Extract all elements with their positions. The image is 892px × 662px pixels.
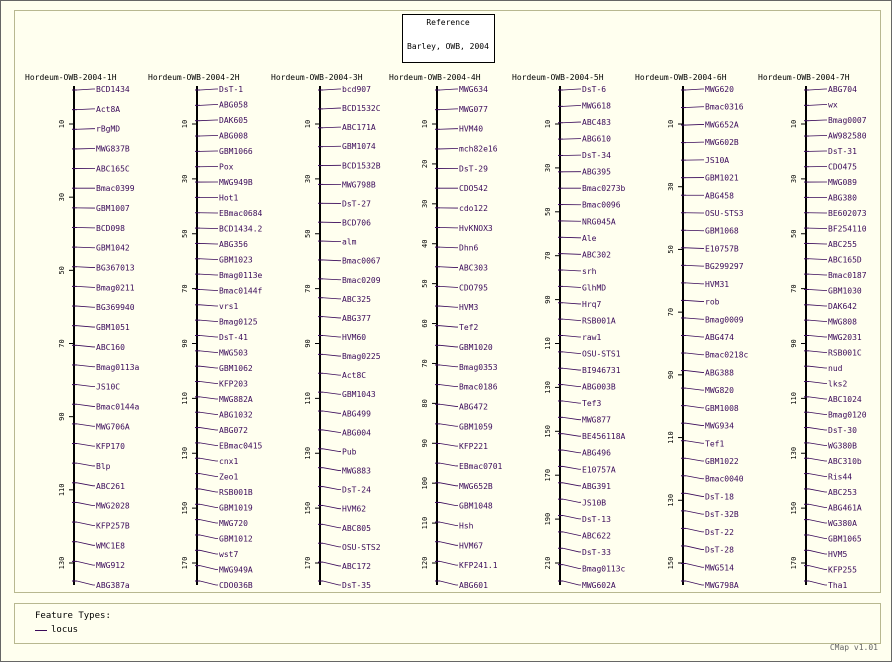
feature-label[interactable]: DsT-33 [582, 547, 611, 557]
feature-label[interactable]: Hot1 [219, 193, 239, 203]
feature-label[interactable]: GBM1059 [459, 422, 493, 432]
axis-tick-label: 10 [544, 119, 552, 129]
axis-tick-label: 90 [544, 295, 552, 304]
feature-label[interactable]: ABG496 [582, 448, 611, 458]
feature-label[interactable]: ABG395 [582, 167, 611, 177]
feature-label[interactable]: ABG461A [828, 503, 862, 513]
axis-tick-label: 30 [790, 174, 798, 184]
axis-tick-label: 90 [58, 412, 66, 421]
feature-label[interactable]: ABG008 [219, 131, 248, 141]
feature-label[interactable]: BG369940 [96, 303, 135, 313]
axis-tick-label: 60 [421, 319, 429, 328]
feature-label[interactable]: WMC1E8 [96, 541, 125, 551]
feature-label[interactable]: BE602073 [828, 209, 867, 218]
feature-label[interactable]: GBM1019 [219, 503, 253, 513]
feature-label[interactable]: Bmac0186 [459, 382, 498, 392]
feature-label[interactable]: DsT-27 [342, 199, 371, 209]
axis-tick-label: 30 [421, 199, 429, 209]
axis-tick-label: 170 [304, 556, 312, 570]
axis-tick-label: 170 [790, 556, 798, 570]
feature-label[interactable]: MWG077 [459, 104, 488, 114]
feature-label[interactable]: BCD1532C [342, 104, 381, 114]
feature-label[interactable]: Bmac0316 [705, 102, 744, 112]
feature-label[interactable]: ABC160 [96, 342, 125, 352]
axis-tick-label: 50 [544, 207, 552, 217]
feature-label[interactable]: KFP255 [828, 565, 857, 575]
feature-label[interactable]: MWG089 [828, 178, 857, 187]
map-title[interactable]: Hordeum-OWB-2004-1H [25, 73, 117, 82]
feature-label[interactable]: Blp [96, 461, 111, 471]
feature-label[interactable]: CDO542 [459, 184, 488, 194]
legend-title: Feature Types: [35, 611, 111, 621]
feature-label[interactable]: HVM62 [342, 504, 367, 514]
axis-tick-label: 70 [544, 251, 552, 260]
feature-label[interactable]: Hrq7 [582, 299, 602, 309]
axis-tick-label: 190 [544, 512, 552, 526]
feature-label[interactable]: CDO036B [219, 581, 253, 590]
feature-label[interactable]: ABG610 [582, 134, 611, 144]
feature-label[interactable]: Pub [342, 447, 357, 457]
axis-tick-label: 100 [421, 476, 429, 490]
feature-label[interactable]: Act8C [342, 371, 367, 381]
feature-label[interactable]: MWG949B [219, 178, 253, 187]
axis-tick-label: 110 [667, 431, 675, 444]
feature-label[interactable]: MWG837B [96, 144, 130, 154]
feature-label[interactable]: ABC310b [828, 457, 862, 466]
feature-label[interactable]: lks2 [828, 379, 848, 389]
feature-label[interactable]: BCD706 [342, 218, 371, 228]
feature-label[interactable]: ABC172 [342, 561, 371, 571]
feature-label[interactable]: ABG380 [828, 193, 857, 203]
feature-label[interactable]: GBM1022 [705, 457, 739, 466]
axis-tick-label: 80 [421, 399, 429, 408]
feature-label[interactable]: ABG377 [342, 313, 371, 323]
axis-tick-label: 70 [181, 284, 189, 293]
axis-tick-label: 90 [181, 339, 189, 348]
feature-label[interactable]: Hsh [459, 521, 474, 531]
feature-label[interactable]: cdo122 [459, 204, 488, 214]
feature-label[interactable]: Bmac0040 [705, 474, 744, 484]
feature-label[interactable]: MWG934 [705, 421, 734, 431]
feature-label[interactable]: nud [828, 364, 843, 373]
feature-label[interactable]: wx [828, 100, 838, 110]
feature-label[interactable]: MWG618 [582, 101, 611, 111]
feature-label[interactable]: GBM1021 [705, 173, 739, 183]
feature-label[interactable]: ABC325 [342, 294, 371, 304]
feature-label[interactable]: MWG798B [342, 180, 376, 190]
feature-label[interactable]: BG299297 [705, 262, 744, 272]
feature-label[interactable]: DsT-18 [705, 492, 734, 502]
feature-label[interactable]: OSU-STS3 [705, 209, 744, 218]
feature-label[interactable]: RSB001C [828, 348, 862, 358]
axis-tick-label: 30 [667, 182, 675, 191]
feature-label[interactable]: GBM1062 [219, 364, 253, 373]
feature-label[interactable]: Bmag0125 [219, 317, 258, 327]
feature-label[interactable]: mch82e16 [459, 144, 498, 154]
feature-label[interactable]: Ris44 [828, 472, 853, 482]
axis-tick-label: 110 [58, 483, 66, 497]
feature-label[interactable]: Bmag0007 [828, 116, 867, 125]
feature-label[interactable]: BI946731 [582, 366, 621, 376]
reference-dataset: Barley, OWB, 2004 [407, 42, 489, 51]
feature-label[interactable]: Bmag0353 [459, 362, 498, 372]
axis-tick-label: 30 [181, 174, 189, 184]
feature-label[interactable]: Bmac0096 [582, 200, 621, 210]
feature-label[interactable]: DAK605 [219, 116, 248, 125]
feature-label[interactable]: MWG882A [219, 395, 253, 404]
feature-label[interactable]: Tef3 [582, 399, 602, 409]
feature-label[interactable]: KFP257B [96, 521, 130, 531]
feature-label[interactable]: MWG503 [219, 348, 248, 358]
feature-label[interactable]: GBM1068 [705, 226, 739, 236]
feature-label[interactable]: BE456118A [582, 432, 626, 442]
axis-tick-label: 70 [421, 359, 429, 368]
feature-label[interactable]: Bmag0113a [96, 362, 140, 372]
feature-label[interactable]: DsT-13 [582, 514, 611, 524]
feature-label[interactable]: MWG877 [582, 415, 611, 425]
feature-label[interactable]: MWG720 [219, 519, 248, 528]
feature-label[interactable]: ABC805 [342, 523, 371, 533]
feature-label[interactable]: GBM1042 [96, 243, 130, 253]
axis-tick-label: 50 [58, 266, 66, 275]
feature-label[interactable]: Bmag0113e [219, 271, 263, 280]
feature-label[interactable]: ABC303 [459, 263, 488, 273]
map-title[interactable]: Hordeum-OWB-2004-3H [271, 73, 363, 82]
feature-label[interactable]: Bmag0225 [342, 352, 381, 362]
feature-label[interactable]: ABG072 [219, 426, 248, 435]
feature-label[interactable]: JS10B [582, 498, 607, 508]
axis-tick-label: 110 [544, 337, 552, 350]
feature-label[interactable]: MWG706A [96, 422, 130, 432]
axis-tick-label: 70 [790, 284, 798, 293]
axis-tick-label: 130 [304, 446, 312, 460]
feature-label[interactable]: BCD1434.2 [219, 224, 263, 234]
feature-label[interactable]: Tha1 [828, 581, 848, 590]
feature-label[interactable]: ABG391 [582, 481, 611, 491]
feature-label[interactable]: ABG004 [342, 428, 371, 438]
feature-label[interactable]: DsT-6 [582, 85, 607, 94]
feature-label[interactable]: ABC165D [828, 255, 862, 265]
feature-label[interactable]: ABG458 [705, 191, 734, 201]
feature-label[interactable]: ABG356 [219, 240, 248, 249]
feature-label[interactable]: ABC1024 [828, 395, 862, 404]
axis-tick-label: 70 [667, 307, 675, 317]
feature-label[interactable]: MWG620 [705, 85, 734, 94]
feature-label[interactable]: JS10A [705, 155, 730, 165]
feature-label[interactable]: GBM1023 [219, 255, 253, 265]
axis-tick-label: 130 [667, 493, 675, 507]
axis-tick-label: 110 [304, 392, 312, 405]
axis-tick-label: 150 [181, 501, 189, 515]
feature-label[interactable]: MWG883 [342, 466, 371, 476]
feature-label[interactable]: ABG474 [705, 333, 734, 342]
axis-tick-label: 120 [421, 556, 429, 570]
axis-tick-label: 210 [544, 556, 552, 570]
axis-tick-label: 90 [667, 370, 675, 380]
feature-label[interactable]: HVM40 [459, 124, 484, 134]
feature-label[interactable]: Ale [582, 233, 597, 243]
feature-label[interactable]: HvKNOX3 [459, 223, 493, 233]
feature-label[interactable]: RSB001A [582, 316, 616, 326]
feature-label[interactable]: DsT-41 [219, 333, 248, 342]
map-title[interactable]: Hordeum-OWB-2004-6H [635, 73, 727, 82]
feature-label[interactable]: ABC171A [342, 123, 376, 133]
feature-label[interactable]: OSU-STS2 [342, 542, 381, 552]
feature-label[interactable]: Bmac0218c [705, 350, 749, 360]
axis-tick-label: 130 [544, 381, 552, 394]
axis-tick-label: 130 [790, 446, 798, 460]
feature-label[interactable]: DsT-29 [459, 164, 488, 174]
feature-label[interactable]: DsT-34 [582, 151, 611, 161]
feature-label[interactable]: CDO795 [459, 283, 488, 293]
feature-label[interactable]: KFP241.1 [459, 561, 498, 571]
axis-tick-label: 30 [544, 163, 552, 173]
feature-label[interactable]: rBgMD [96, 124, 121, 134]
feature-label[interactable]: GBM1066 [219, 147, 253, 156]
feature-label[interactable]: CDO475 [828, 162, 857, 172]
feature-label[interactable]: ABG1032 [219, 410, 253, 420]
feature-label[interactable]: MWG2028 [96, 501, 130, 511]
axis-tick-label: 110 [421, 516, 429, 530]
map-title[interactable]: Hordeum-OWB-2004-5H [512, 73, 604, 82]
axis-tick-label: 30 [58, 192, 66, 202]
feature-label[interactable]: GBM1030 [828, 286, 862, 296]
feature-label[interactable]: DsT-1 [219, 85, 244, 94]
axis-tick-label: 10 [181, 119, 189, 129]
feature-label[interactable]: ABC622 [582, 531, 611, 541]
feature-label[interactable]: NRG045A [582, 217, 616, 227]
feature-label[interactable]: srh [582, 266, 597, 276]
feature-label[interactable]: MWG912 [96, 561, 125, 571]
feature-label[interactable]: MWG798A [705, 581, 739, 590]
feature-label[interactable]: DsT-31 [828, 147, 857, 156]
feature-label[interactable]: ABG387a [96, 581, 130, 590]
feature-label[interactable]: WG380A [828, 519, 857, 528]
feature-label[interactable]: ABC255 [828, 240, 857, 249]
feature-label[interactable]: GBM1065 [828, 534, 862, 544]
feature-label[interactable]: Dhn6 [459, 243, 479, 253]
feature-label[interactable]: ABC165C [96, 164, 130, 174]
axis-tick-label: 150 [667, 556, 675, 570]
feature-label[interactable]: GBM1043 [342, 390, 376, 400]
axis-tick-label: 150 [544, 424, 552, 438]
feature-label[interactable]: Bmag0120 [828, 410, 867, 420]
feature-label[interactable]: GlhMD [582, 283, 607, 293]
feature-label[interactable]: MWG808 [828, 317, 857, 327]
feature-label[interactable]: MWG652A [705, 120, 739, 130]
outer-border [1, 1, 892, 662]
reference-label: Reference [426, 18, 470, 27]
feature-label[interactable]: vrs1 [219, 302, 239, 311]
version-label: CMap v1.01 [829, 643, 878, 652]
axis-tick-label: 20 [421, 159, 429, 169]
axis-tick-label: 150 [304, 501, 312, 515]
axis-tick-label: 90 [790, 339, 798, 348]
feature-label[interactable]: BF254110 [828, 224, 867, 234]
feature-label[interactable]: MWG514 [705, 563, 734, 573]
feature-label[interactable]: ABC261 [96, 481, 125, 491]
map-title[interactable]: Hordeum-OWB-2004-2H [148, 73, 240, 82]
feature-label[interactable]: Bmac0187 [828, 271, 867, 280]
axis-tick-label: 10 [667, 119, 675, 129]
feature-label[interactable]: ABG601 [459, 581, 488, 590]
axis-tick-label: 50 [790, 229, 798, 238]
axis-tick-label: 110 [181, 392, 189, 405]
feature-label[interactable]: MWG602A [582, 581, 616, 590]
locus-swatch-icon [35, 630, 47, 631]
feature-label[interactable]: AW982580 [828, 131, 867, 141]
feature-label[interactable]: Bmac0273b [582, 184, 626, 194]
feature-label[interactable]: Bmac0144a [96, 402, 140, 412]
axis-tick-label: 30 [304, 174, 312, 184]
feature-label[interactable]: Act8A [96, 104, 121, 114]
feature-label[interactable]: MWG949A [219, 565, 253, 575]
feature-label[interactable]: MWG2031 [828, 333, 862, 342]
feature-label[interactable]: GBM1051 [96, 323, 130, 333]
feature-label[interactable]: Bmac0209 [342, 275, 381, 285]
feature-label[interactable]: ABC302 [582, 250, 611, 260]
map-title[interactable]: Hordeum-OWB-2004-7H [758, 73, 850, 82]
axis-tick-label: 130 [181, 446, 189, 460]
feature-label[interactable]: ABG058 [219, 100, 248, 110]
axis-tick-label: 50 [304, 229, 312, 238]
feature-label[interactable]: Tef2 [459, 323, 479, 333]
feature-label[interactable]: E10757A [582, 465, 616, 475]
feature-label[interactable]: KFP170 [96, 442, 125, 452]
feature-label[interactable]: ABG388 [705, 368, 734, 378]
feature-label[interactable]: JS10C [96, 382, 121, 392]
feature-label[interactable]: ABG003B [582, 382, 616, 392]
axis-tick-label: 110 [790, 392, 798, 405]
feature-label[interactable]: KFP203 [219, 379, 248, 389]
feature-label[interactable]: Bmag0009 [705, 315, 744, 325]
axis-tick-label: 130 [58, 556, 66, 570]
axis-tick-label: 50 [181, 229, 189, 238]
axis-tick-label: 70 [58, 339, 66, 348]
axis-tick-label: 50 [421, 279, 429, 288]
feature-label[interactable]: Tef1 [705, 439, 725, 449]
feature-label[interactable]: HVM5 [828, 550, 848, 559]
feature-label[interactable]: BCD1532B [342, 161, 381, 171]
feature-label[interactable]: GBM1074 [342, 142, 376, 152]
feature-label[interactable]: bcd907 [342, 85, 371, 94]
feature-label[interactable]: ABC483 [582, 118, 611, 128]
feature-label[interactable]: wst7 [219, 550, 239, 559]
legend-item-label: locus [51, 625, 79, 635]
axis-tick-label: 10 [58, 119, 66, 129]
feature-label[interactable]: MWG652B [459, 481, 493, 491]
feature-label[interactable]: MWG602B [705, 138, 739, 148]
feature-label[interactable]: alm [342, 237, 357, 247]
axis-tick-label: 10 [421, 119, 429, 129]
feature-label[interactable]: WG380B [828, 441, 857, 451]
axis-tick-label: 170 [181, 556, 189, 570]
legend-item-locus [35, 625, 78, 635]
axis-tick-label: 10 [790, 119, 798, 129]
feature-label[interactable]: ABG472 [459, 402, 488, 412]
feature-label[interactable]: Bmac0144f [219, 286, 263, 296]
feature-label[interactable]: DAK642 [828, 302, 857, 311]
feature-label[interactable]: DsT-35 [342, 581, 371, 590]
axis-tick-label: 70 [304, 284, 312, 293]
feature-label[interactable]: EBmac0415 [219, 441, 263, 451]
feature-label[interactable]: GBM1007 [96, 204, 130, 214]
feature-label[interactable]: DsT-30 [828, 426, 857, 435]
feature-label[interactable]: RSB001B [219, 488, 253, 497]
axis-tick-label: 90 [304, 339, 312, 348]
feature-label[interactable]: GBM1048 [459, 501, 493, 511]
feature-label[interactable]: DsT-28 [705, 545, 734, 555]
feature-label[interactable]: Bmac0067 [342, 256, 381, 266]
feature-label[interactable]: MWG820 [705, 386, 734, 396]
feature-label[interactable]: MWG634 [459, 85, 488, 94]
feature-label[interactable]: BCD098 [96, 223, 125, 233]
feature-label[interactable]: raw1 [582, 333, 602, 342]
feature-label[interactable]: Bmag0113c [582, 564, 626, 574]
axis-tick-label: 150 [790, 501, 798, 515]
feature-label[interactable]: EBmac0684 [219, 209, 263, 218]
feature-label[interactable]: HVM3 [459, 303, 479, 313]
feature-label[interactable]: Zeo1 [219, 472, 239, 482]
feature-label[interactable]: BG367013 [96, 263, 135, 273]
feature-label[interactable]: ABG499 [342, 409, 371, 419]
axis-tick-label: 40 [421, 239, 429, 248]
feature-label[interactable]: E10757B [705, 244, 739, 254]
feature-label[interactable]: OSU-STS1 [582, 349, 621, 359]
feature-label[interactable]: BCD1434 [96, 85, 130, 94]
feature-label[interactable]: Bmag0211 [96, 283, 135, 293]
feature-label[interactable]: HVM67 [459, 541, 484, 551]
map-title[interactable]: Hordeum-OWB-2004-4H [389, 73, 481, 82]
feature-label[interactable]: GBM1012 [219, 534, 253, 544]
feature-label[interactable]: GBM1008 [705, 403, 739, 413]
axis-tick-label: 50 [667, 245, 675, 254]
feature-label[interactable]: ABC253 [828, 488, 857, 497]
feature-label[interactable]: GBM1020 [459, 342, 493, 352]
feature-label[interactable]: KFP221 [459, 442, 488, 452]
feature-label[interactable]: ABG704 [828, 85, 857, 94]
feature-label[interactable]: DsT-24 [342, 485, 371, 495]
feature-label[interactable]: EBmac0701 [459, 461, 503, 471]
feature-label[interactable]: HVM60 [342, 333, 367, 342]
axis-tick-label: 90 [421, 439, 429, 448]
axis-tick-label: 10 [304, 119, 312, 129]
feature-label[interactable]: cnx1 [219, 457, 239, 466]
feature-label[interactable]: HVM31 [705, 279, 730, 289]
feature-label[interactable]: DsT-32B [705, 510, 739, 520]
feature-label[interactable]: Bmac0399 [96, 184, 135, 194]
axis-tick-label: 170 [544, 468, 552, 482]
feature-label[interactable]: DsT-22 [705, 527, 734, 537]
feature-label[interactable]: Pox [219, 162, 234, 172]
feature-label[interactable]: rob [705, 297, 720, 307]
